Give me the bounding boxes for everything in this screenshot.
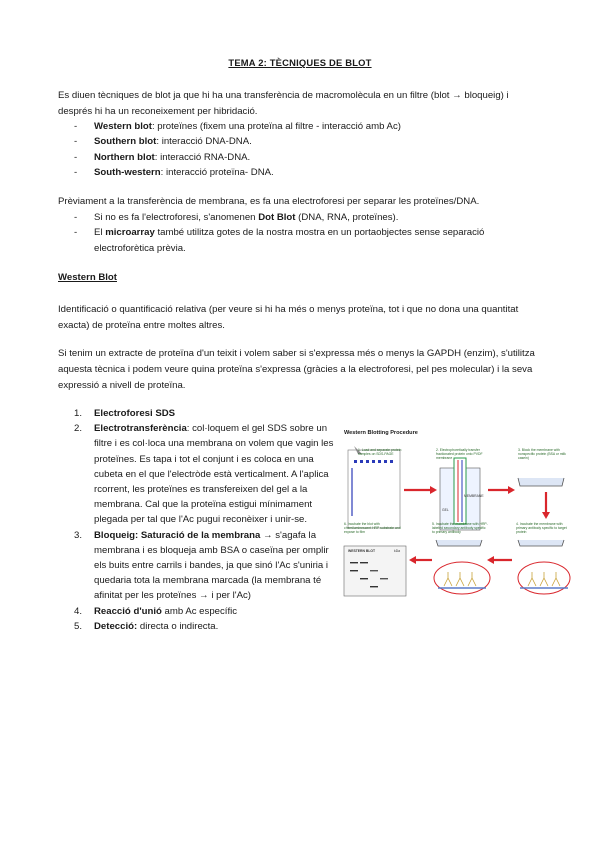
prev-items-list <box>74 210 514 256</box>
gel-label: GEL <box>442 508 449 512</box>
item-bold: microarray <box>105 227 155 239</box>
list-item <box>74 619 514 634</box>
figure-step-5: 5. Incubate the membrane with HRP-labeled secondary antibody specific to primary antibody <box>432 522 488 534</box>
arrow-head-icon <box>542 512 550 519</box>
item-text: Si no es fa l'electroforesi, s'anomenen <box>94 212 259 223</box>
step-text: directa o indirecta. <box>137 620 219 632</box>
step-bold: Bloqueig: Saturació de la membrana → <box>94 529 273 541</box>
figure-step-3: 3. Block the membrane with nonspecific protein (BSA or milk casein) <box>518 448 566 460</box>
list-item <box>74 604 514 619</box>
blot-desc: : interacció DNA-DNA. <box>156 136 252 148</box>
list-item <box>74 119 534 134</box>
item-text: El <box>94 227 106 239</box>
figure-step-2: 2. Electrophoretically transfer fractionated protein onto PVDF membrane <box>436 448 483 460</box>
step-bold: Electrotransferència <box>94 423 187 435</box>
step-bold: Reacció d'unió <box>94 605 162 617</box>
secondary-antibody-zoom <box>434 562 490 594</box>
blot-name: Southern blot <box>94 136 157 148</box>
figure-step-6: 6. Incubate the blot with chemiluminescent HRP substrate and expose to film <box>344 522 401 534</box>
step-bold: Electroforesi SDS <box>94 408 176 419</box>
blot-desc: : proteïnes (fixem una proteïna al filtre - interacció amb Ac) <box>151 121 401 132</box>
step-number: 4. <box>74 605 83 617</box>
arrow-head-icon <box>487 556 494 564</box>
step-text: amb Ac específic <box>161 605 238 617</box>
step-number: 2. <box>74 423 83 435</box>
blocking-tray <box>518 478 564 486</box>
section-title: Western Blot <box>58 272 117 283</box>
blot-types-list <box>74 119 534 181</box>
intro-line-2: després hi ha un reconeixement per hibridació. <box>58 106 258 117</box>
list-item <box>74 150 534 165</box>
step-text: s'agafa la membrana i es bloqueja amb BSA o caseïna per omplir els buits entre carrils i bandes, ja que sinó l'Ac s'uniria i quedaria tota la membrana marcada (la membrana té afinitat per les proteïnes → i per l'Ac) <box>94 529 329 602</box>
item-text: també utilitza gotes de la nostra mostra en un portaobjectes sense separació electroforètica prèvia. <box>94 227 485 254</box>
blot-name: Western blot <box>94 121 152 132</box>
steps-list <box>74 406 336 634</box>
step-text: : col·loquem el gel SDS sobre un filtre i es col·loca una membrana on volem que vagin les proteïnes. Es tapa i tot el conjunt i es coloca en una cubeta en el que l'electròde està verticalment. A l'aplica rcorrent, les proteïnes es transfereixen del gel a la membrana. Cal que la proteïna estigui mínimament plegada per tal que l'Ac pugui reconèixer i unir-se. <box>94 423 334 526</box>
blot-name: Northern blot <box>94 151 155 163</box>
step-number: 1. <box>74 408 83 419</box>
figure-step-1: 1. Load and separate protein samples on SDS-PAGE <box>358 448 402 456</box>
membrane-sandwich <box>454 458 466 524</box>
antibody-icons <box>444 572 560 586</box>
page-title: TEMA 2: TÈCNIQUES DE BLOT <box>228 57 372 68</box>
list-item <box>74 528 336 604</box>
item-text: (DNA, RNA, proteïnes). <box>295 212 399 223</box>
list-item <box>74 225 514 256</box>
prev-paragraph: Prèviament a la transferència de membrana, es fa una electroforesi per separar les proteïnes/DNA. <box>58 196 480 207</box>
film-label: WESTERN BLOT <box>348 549 376 553</box>
step-bold: Detecció: <box>94 620 138 632</box>
figure-step-4: 4. Incubate the membrane with primary antibody specific to target protein <box>516 522 567 534</box>
arrow-head-icon <box>508 486 515 494</box>
item-bold: Dot Blot <box>258 212 296 223</box>
list-item <box>74 406 336 421</box>
figure-title: Western Blotting Procedure <box>344 430 418 436</box>
secondary-ab-tray <box>436 540 482 546</box>
blot-desc: : interacció RNA-DNA. <box>154 151 251 163</box>
intro-paragraph <box>58 88 538 120</box>
intro-line-1: Es diuen tècniques de blot ja que hi ha una transferència de macromolècula en un filtre (blot → bloqueig) i <box>58 90 509 101</box>
ident-paragraph: Identificació o quantificació relativa (per veure si hi ha més o menys proteïna, tot i que no dona una quantitat exacta) de proteïna entre moltes altres. <box>58 304 519 331</box>
step-number: 5. <box>74 620 83 632</box>
example-paragraph: Si tenim un extracte de proteïna d'un teixit i volem saber si s'expressa més o menys la GAPDH (enzim), s'utilitza aquesta tècnica i podem veure quina proteïna s'expressa (gràcies a la electroforesi, pel pes molecular) i la seva expressió a nivell de proteïna. <box>58 348 535 391</box>
list-item <box>74 134 534 149</box>
arrow-head-icon <box>430 486 437 494</box>
list-item <box>74 165 534 180</box>
arrow-head-icon <box>409 556 416 564</box>
step-number: 3. <box>74 529 83 541</box>
primary-ab-tray <box>518 540 564 546</box>
western-blot-figure <box>340 428 572 600</box>
list-item <box>74 210 514 225</box>
blot-desc: : interacció proteïna- DNA. <box>160 167 274 179</box>
kda-label: kDa <box>394 549 401 553</box>
blot-name: South-western <box>94 167 161 179</box>
membrane-label: MEMBRANE <box>464 494 484 498</box>
list-item <box>74 421 336 527</box>
